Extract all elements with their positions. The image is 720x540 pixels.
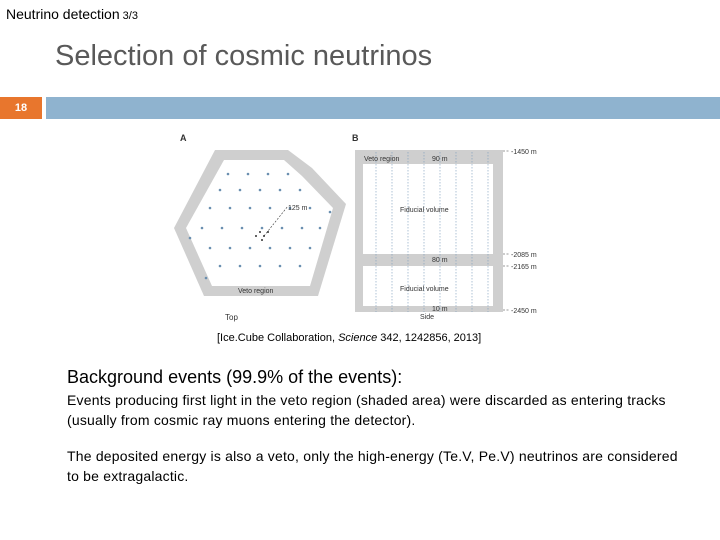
b-view-label: Side xyxy=(420,314,435,321)
depth-1-label: -1450 m xyxy=(511,149,537,156)
section-page: 3/3 xyxy=(122,10,138,22)
slide-title: Selection of cosmic neutrinos xyxy=(55,40,433,72)
caption-before: [Ice.Cube Collaboration, xyxy=(217,332,339,344)
section-header xyxy=(6,6,138,22)
b-bottom-label: 10 m xyxy=(432,306,448,313)
a-view-label: Top xyxy=(225,313,238,322)
depth-3-label: -2165 m xyxy=(511,264,537,271)
panel-a-letter: A xyxy=(180,133,187,143)
a-distance-label: 125 m xyxy=(288,205,308,212)
title-bar xyxy=(46,97,720,119)
b-gap-label: 80 m xyxy=(432,257,448,264)
body-paragraph-1: Events producing first light in the veto region (shaded area) were discarded as entering tracks (usually from cosmic ray muons entering the detector). xyxy=(67,392,666,428)
caption-after: 342, 1242856, 2013] xyxy=(377,332,482,344)
a-veto-label: Veto region xyxy=(238,288,274,295)
depth-lines xyxy=(503,151,510,310)
panel-b-letter: B xyxy=(352,133,359,143)
body-paragraph-2: The deposited energy is also a veto, only the high-energy (Te.V, Pe.V) neutrinos are considered to be extragalactic. xyxy=(67,448,678,484)
section-name: Neutrino detection xyxy=(6,6,120,22)
figure-caption xyxy=(217,332,481,344)
slide-number: 18 xyxy=(0,97,42,119)
depth-4-label: -2450 m xyxy=(511,308,537,315)
b-width-label: 90 m xyxy=(432,156,448,163)
body-heading: Background events (99.9% of the events): xyxy=(67,367,403,387)
depth-2-label: -2085 m xyxy=(511,252,537,259)
b-fiducial-2-label: Fiducial volume xyxy=(400,286,449,293)
b-veto-label: Veto region xyxy=(364,156,400,163)
b-fiducial-1-label: Fiducial volume xyxy=(400,207,449,214)
icecube-figure xyxy=(170,128,550,328)
caption-journal: Science xyxy=(338,332,378,344)
